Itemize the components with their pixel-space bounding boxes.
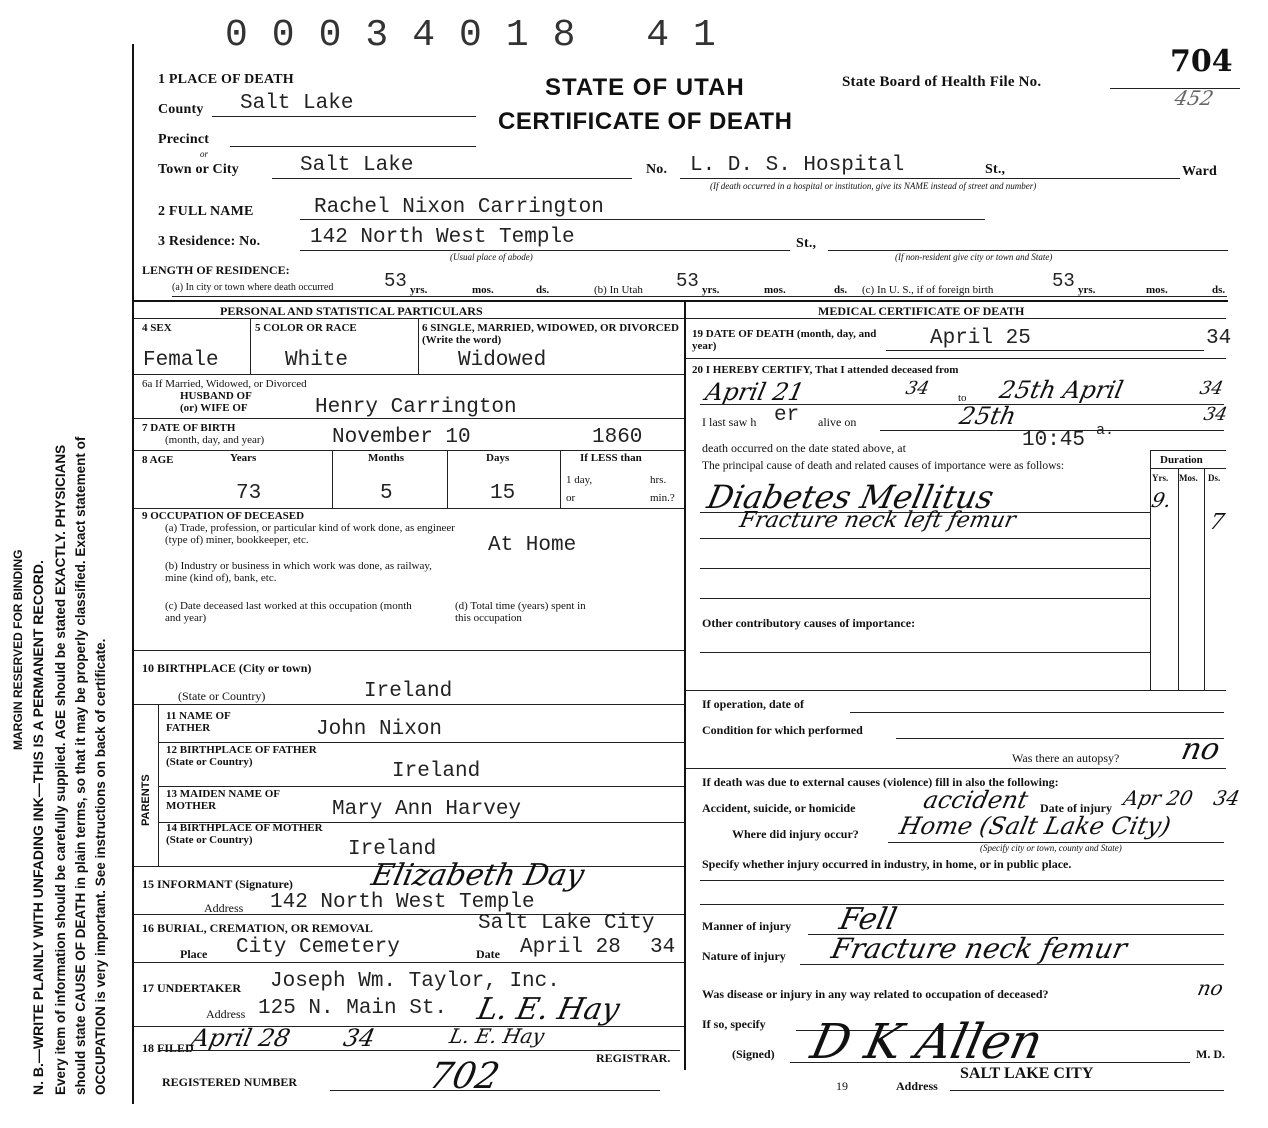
residence-label: 3 Residence: No. [158,234,261,249]
spouse-value: Henry Carrington [315,396,517,419]
length-of-residence-label: LENGTH OF RESIDENCE: [142,263,290,277]
birth-date-value: November 10 [332,426,471,449]
file-number-label: State Board of Health File No. [842,74,1042,90]
registrar-signature: L. E. Hay [447,1024,547,1048]
age-months-value: 5 [380,482,393,505]
column-divider [684,300,686,1070]
undertaker-signature: L. E. Hay [474,992,623,1027]
attended-to-value: 25th April [997,376,1126,404]
filed-date-value: April 28 [189,1024,293,1052]
residence-utah-years: 53 [676,270,699,292]
injury-date-value: Apr 20 [1121,786,1196,810]
cause-1-duration: 9. [1149,488,1174,512]
accident-value: accident [921,786,1031,814]
state-title: STATE OF UTAH [545,74,745,101]
occupation-value: At Home [488,534,577,557]
attended-from-value: April 21 [703,378,807,406]
attended-from-year: 34 [903,378,932,399]
informant-address-value: 142 North West Temple [270,891,535,914]
residence-us-years: 53 [1052,270,1075,292]
manner-of-injury-value: Fell [836,902,900,937]
instructions-line-2: should state CAUSE OF DEATH in plain terms, so that it may be properly classified. Exact statement of [73,436,88,1095]
file-number-sub: 452 [1172,86,1216,110]
cause-2-duration: 7 [1207,510,1227,535]
margin-reserved-note: MARGIN RESERVED FOR BINDING [11,549,25,750]
birthplace-value: Ireland [364,680,453,703]
precinct-label: Precinct [158,132,210,147]
permanent-record-note: N. B.—WRITE PLAINLY WITH UNFADING INK—THIS IS A PERMANENT RECORD. [30,560,46,1095]
last-saw-year: 34 [1201,404,1230,425]
cause-1-value: Diabetes Mellitus [703,478,998,516]
undertaker-address-value: 125 N. Main St. [258,997,448,1020]
injury-year-value: 34 [1211,786,1243,810]
instructions-line-1: Every item of information should be carefully supplied. AGE should be stated EXACTLY. PHYSICIANS [53,444,68,1095]
age-days-value: 15 [490,482,516,505]
death-year-value: 34 [1206,327,1232,350]
certificate-title: CERTIFICATE OF DEATH [498,108,793,135]
filed-year-value: 34 [341,1024,378,1052]
physician-signature: D K Allen [806,1014,1048,1070]
last-saw-value: 25th [957,402,1019,430]
nonresident-note: (If non-resident give city or town and State) [895,252,1053,262]
father-name-value: John Nixon [316,718,443,741]
age-years-value: 73 [236,482,262,505]
autopsy-value: no [1178,732,1224,767]
ward-label: Ward [1182,164,1218,179]
instructions-line-3: OCCUPATION is very important. See instructions on back of certificate. [93,638,108,1095]
county-label: County [158,102,204,117]
residence-city-years: 53 [384,270,407,292]
serial-number: 00034018 41 [225,14,740,57]
birth-year-value: 1860 [592,426,643,449]
hospital-value: L. D. S. Hospital [690,154,905,177]
sex-value: Female [143,349,219,372]
town-label: Town or City [158,162,239,177]
burial-city-value: Salt Lake City [478,912,655,935]
medical-heading: MEDICAL CERTIFICATE OF DEATH [818,304,1025,318]
personal-heading: PERSONAL AND STATISTICAL PARTICULARS [220,304,483,318]
physician-address: SALT LAKE CITY [960,1065,1094,1082]
street-number-label: No. [646,162,668,177]
cause-2-value: Fracture neck left femur [737,508,1019,533]
mother-name-value: Mary Ann Harvey [332,798,522,821]
death-time-value: 10:45 [1022,429,1086,452]
undertaker-value: Joseph Wm. Taylor, Inc. [270,970,560,993]
father-birthplace-value: Ireland [392,760,481,783]
informant-signature: Elizabeth Day [368,858,588,893]
race-value: White [285,349,349,372]
burial-date-value: April 28 [520,936,621,959]
form-left-border [132,44,134,1104]
occupation-related-value: no [1195,976,1226,1000]
attended-to-year: 34 [1197,378,1226,399]
hospital-note: (If death occurred in a hospital or institution, give its NAME instead of street and number) [710,181,1037,191]
last-saw-pronoun: er [774,404,800,427]
full-name-value: Rachel Nixon Carrington [314,196,604,219]
injury-place-value: Home (Salt Lake City) [897,812,1174,840]
burial-place-value: City Cemetery [236,936,400,959]
full-name-label: 2 FULL NAME [158,204,254,219]
death-date-value: April 25 [930,327,1031,350]
town-value: Salt Lake [300,154,414,177]
mother-birthplace-value: Ireland [348,838,437,861]
parents-tag: PARENTS [140,774,152,826]
place-of-death-heading: 1 PLACE OF DEATH [158,72,294,87]
usual-abode-note: (Usual place of abode) [450,252,533,262]
file-number: 704 [1170,44,1233,79]
county-value: Salt Lake [240,92,354,115]
marital-status-value: Widowed [458,349,547,372]
residence-value: 142 North West Temple [310,226,575,249]
registered-number: 702 [425,1056,504,1097]
nature-of-injury-value: Fracture neck femur [828,932,1130,965]
burial-year-value: 34 [650,936,676,959]
